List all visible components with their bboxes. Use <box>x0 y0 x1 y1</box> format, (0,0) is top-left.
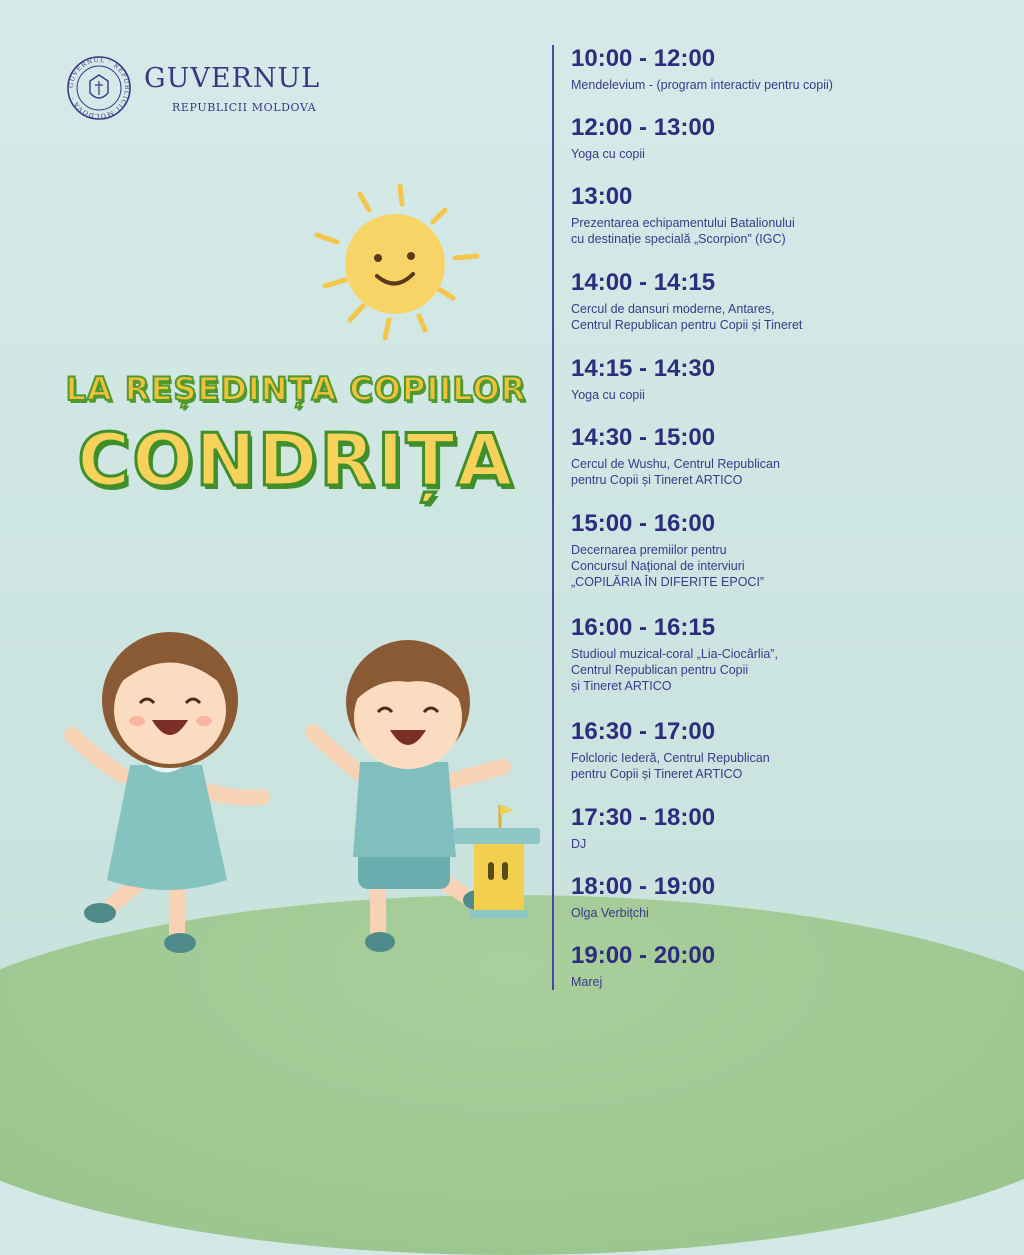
seal-text: GUVERNUL · REPUBLICII MOLDOVA · <box>67 56 131 120</box>
logo-title: GUVERNUL <box>144 63 321 94</box>
sun-icon <box>305 180 485 350</box>
event-time: 15:00 - 16:00 <box>571 510 716 537</box>
logo-subtitle: REPUBLICII MOLDOVA <box>172 101 317 114</box>
event-time: 18:00 - 19:00 <box>571 873 716 900</box>
headline-line2: CONDRIȚA <box>77 418 515 502</box>
event-description: Yoga cu copii <box>571 147 645 161</box>
event-description: DJ <box>571 837 587 851</box>
event-time: 17:30 - 18:00 <box>571 804 716 831</box>
schedule-item <box>571 354 1011 423</box>
event-description: Prezentarea echipamentului Batalionului cu destinație specială „Scorpion” (IGC) <box>571 216 795 246</box>
event-description: Folcloric Iederă, Centrul Republican pentru Copii și Tineret ARTICO <box>571 751 770 781</box>
event-time: 16:30 - 17:00 <box>571 718 716 745</box>
schedule-item <box>571 182 1011 268</box>
schedule-list <box>571 44 1011 1010</box>
schedule-item <box>571 423 1011 509</box>
event-time: 14:30 - 15:00 <box>571 424 716 451</box>
schedule-item <box>571 803 1011 872</box>
schedule-item <box>571 509 1011 613</box>
event-time: 19:00 - 20:00 <box>571 942 716 969</box>
event-time: 10:00 - 12:00 <box>571 45 716 72</box>
event-description: Yoga cu copii <box>571 388 645 402</box>
event-time: 13:00 <box>571 183 633 210</box>
government-logo[interactable] <box>66 55 366 135</box>
schedule-item <box>571 872 1011 941</box>
schedule-item <box>571 44 1011 113</box>
event-description: Olga Verbițchi <box>571 906 649 920</box>
schedule-item <box>571 717 1011 803</box>
girl-illustration <box>52 625 282 960</box>
event-time: 16:00 - 16:15 <box>571 614 716 641</box>
schedule-item <box>571 113 1011 182</box>
toy-tower-illustration <box>452 800 542 925</box>
event-time: 14:15 - 14:30 <box>571 355 716 382</box>
event-description: Studioul muzical-coral „Lia-Ciocârlia”, Centrul Republican pentru Copii și Tineret ARTICO <box>571 647 779 693</box>
schedule-item <box>571 268 1011 354</box>
event-description: Marej <box>571 975 603 989</box>
schedule-divider <box>552 45 554 990</box>
event-description: Cercul de Wushu, Centrul Republican pentru Copii și Tineret ARTICO <box>571 457 780 487</box>
event-description: Decernarea premiilor pentru Concursul Național de interviuri „COPILĂRIA ÎN DIFERITE EPOCI” <box>571 543 765 589</box>
schedule-item <box>571 941 1011 1010</box>
event-description: Cercul de dansuri moderne, Antares, Centrul Republican pentru Copii și Tineret <box>571 302 803 332</box>
schedule-item <box>571 613 1011 717</box>
event-time: 14:00 - 14:15 <box>571 269 716 296</box>
event-description: Mendelevium - (program interactiv pentru copii) <box>571 78 833 92</box>
headline-line1: LA REȘEDINȚA COPIILOR <box>65 370 527 408</box>
event-time: 12:00 - 13:00 <box>571 114 716 141</box>
state-seal-icon <box>66 55 132 121</box>
